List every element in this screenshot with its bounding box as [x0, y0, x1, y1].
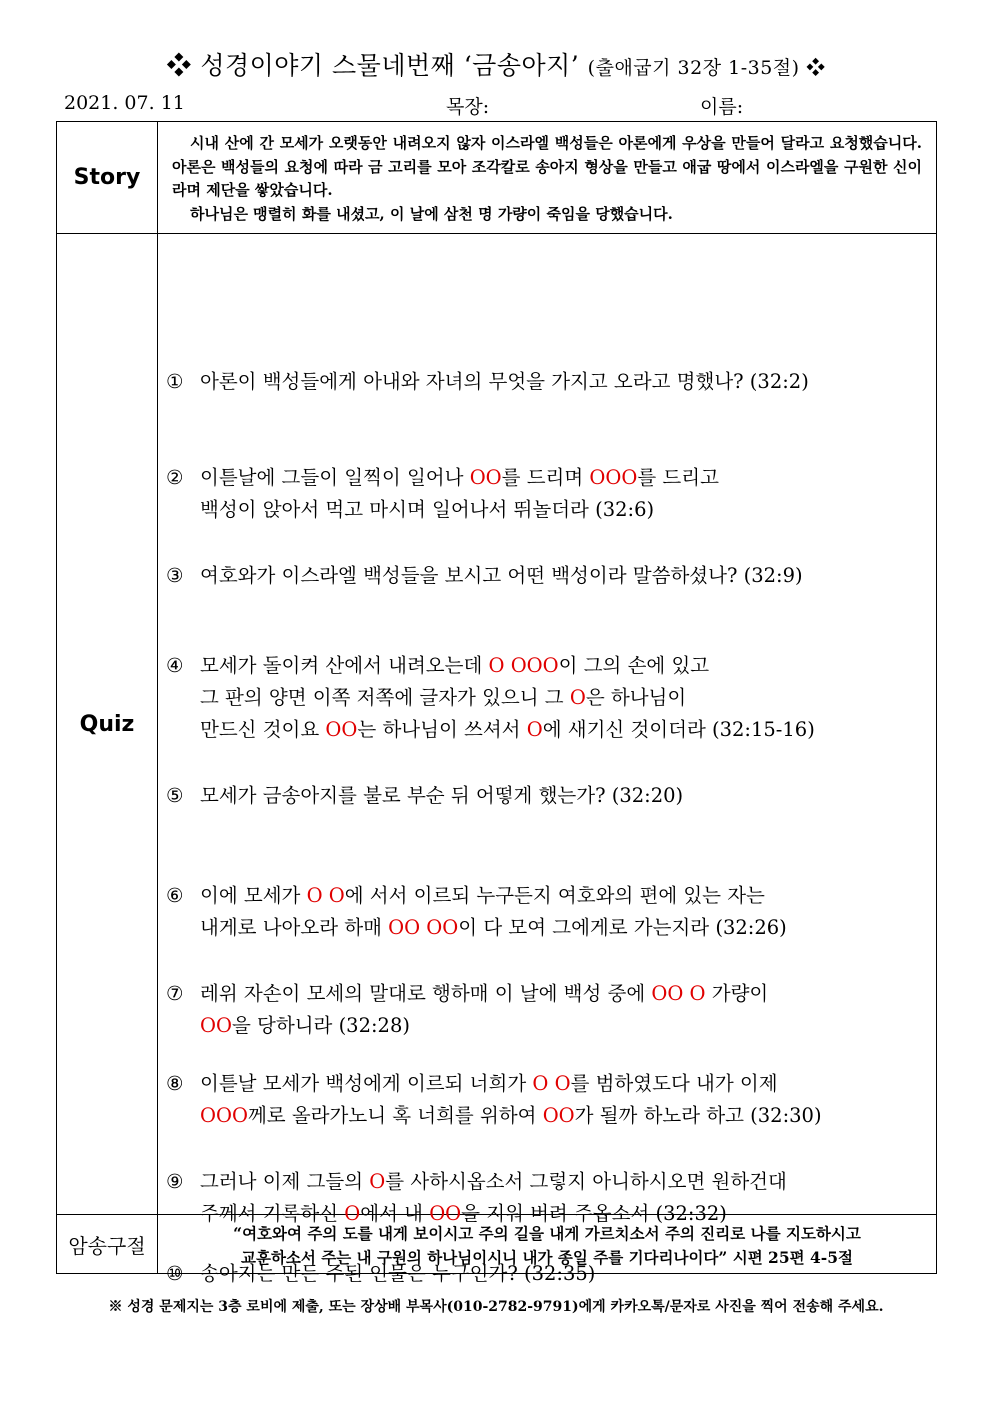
question-number: ⑦ — [166, 982, 184, 1005]
quiz-label: Quiz — [57, 234, 158, 1215]
story-label: Story — [57, 122, 158, 234]
answer-blank: O — [369, 1170, 386, 1193]
answer-blank: OO — [325, 718, 358, 741]
quiz-question-8 — [166, 1068, 926, 1132]
submission-note: ※ 성경 문제지는 3층 로비에 제출, 또는 장상배 부목사(010-2782-9791)에게 카카오톡/문자로 사진을 찍어 전송해 주세요. — [108, 1299, 884, 1315]
question-text: 이튿날에 그들이 일찍이 일어나 — [200, 466, 470, 489]
question-number: ⑤ — [166, 784, 184, 807]
question-text: 그러나 이제 그들의 — [200, 1170, 370, 1193]
question-number: ⑩ — [166, 1262, 184, 1285]
answer-blank: OO O — [651, 982, 706, 1005]
question-text: 이 그의 손에 있고 — [558, 654, 710, 677]
answer-blank: OO — [469, 466, 502, 489]
worksheet-title — [0, 46, 992, 82]
answer-blank: OO — [429, 1202, 462, 1225]
question-text: 그 판의 양면 이쪽 저쪽에 글자가 있으니 그 — [200, 686, 570, 709]
question-text: 레위 자손이 모세의 말대로 행하매 이 날에 백성 중에 — [200, 982, 652, 1005]
answer-blank: O O — [532, 1072, 571, 1095]
quiz-question-9 — [166, 1166, 926, 1230]
question-text: 이 다 모여 그에게로 가는지라 (32:26) — [458, 916, 787, 939]
question-text: 를 범하였도다 내가 이제 — [570, 1072, 778, 1095]
story-paragraph: 시내 산에 간 모세가 오랫동안 내려오지 않자 이스라엘 백성들은 아론에게 우상을 만들어 달라고 요청했습니다. 아론은 백성들의 요청에 따라 금 고리를 모아 조각칼로 송아지 형상을 만들고 애굽 땅에서 이스라엘을 구원한 신이라며 제단을 쌓았습니다. — [172, 134, 922, 199]
quiz-question-4 — [166, 650, 926, 746]
question-text: 모세가 금송아지를 불로 부순 뒤 어떻게 했는가? (32:20) — [200, 784, 684, 807]
question-text: 주께서 기록하신 — [200, 1202, 345, 1225]
question-text: 은 하나님이 — [585, 686, 687, 709]
header-meta-row — [60, 92, 940, 118]
question-number: ⑧ — [166, 1072, 184, 1095]
question-number: ③ — [166, 564, 184, 587]
question-text: 백성이 앉아서 먹고 마시며 일어나서 뛰놀더라 (32:6) — [200, 498, 655, 521]
quiz-question-3 — [166, 560, 926, 592]
question-number: ⑥ — [166, 884, 184, 907]
worksheet-table — [56, 121, 937, 1285]
question-text: 에 새기신 것이더라 (32:15-16) — [542, 718, 815, 741]
name-field-label: 이름: — [700, 96, 744, 118]
quiz-question-2 — [166, 462, 926, 526]
story-row — [57, 122, 937, 234]
memory-verse-label: 암송구절 — [57, 1215, 158, 1274]
question-text: 를 사하시옵소서 그렇지 아니하시오면 원하건대 — [385, 1170, 787, 1193]
question-text: 께로 올라가노니 혹 너희를 위하여 — [247, 1104, 543, 1127]
memory-verse-line: 교훈하소서 주는 내 구원의 하나님이시니 내가 종일 주를 기다리나이다” 시편 25편 4-5절 — [241, 1248, 853, 1267]
memory-verse-line: “여호와여 주의 도를 내게 보이시고 주의 길을 내게 가르치소서 주의 진리로 나를 지도하시고 — [233, 1224, 861, 1243]
question-text: 에서 내 — [360, 1202, 430, 1225]
question-text: 를 드리고 — [637, 466, 719, 489]
question-text: 을 지워 버려 주옵소서 (32:32) — [461, 1202, 727, 1225]
question-text: 만드신 것이요 — [200, 718, 326, 741]
question-text: 이튿날 모세가 백성에게 이르되 너희가 — [200, 1072, 533, 1095]
question-text: 는 하나님이 쓰셔서 — [357, 718, 527, 741]
answer-blank: O — [344, 1202, 361, 1225]
answer-blank: O — [526, 718, 543, 741]
question-text: 아론이 백성들에게 아내와 자녀의 무엇을 가지고 오라고 명했나? (32:2) — [200, 370, 809, 393]
question-text: 를 드리며 — [501, 466, 590, 489]
question-number: ④ — [166, 654, 184, 677]
answer-blank: O OOO — [488, 654, 559, 677]
quiz-question-1 — [166, 366, 926, 398]
quiz-question-7 — [166, 978, 926, 1042]
question-text: 여호와가 이스라엘 백성들을 보시고 어떤 백성이라 말씀하셨나? (32:9) — [200, 564, 803, 587]
question-text: 모세가 돌이켜 산에서 내려오는데 — [200, 654, 489, 677]
answer-blank: OO OO — [388, 916, 459, 939]
question-text: 가 될까 하노라 하고 (32:30) — [574, 1104, 822, 1127]
question-text: 내게로 나아오라 하매 — [200, 916, 389, 939]
quiz-question-10 — [166, 1258, 926, 1290]
question-number: ② — [166, 466, 184, 489]
question-text: 을 당하니라 (32:28) — [231, 1014, 410, 1037]
question-text: 에 서서 이르되 누구든지 여호와의 편에 있는 자는 — [344, 884, 765, 907]
answer-blank: OOO — [589, 466, 638, 489]
quiz-question-6 — [166, 880, 926, 944]
answer-blank: O O — [306, 884, 345, 907]
answer-blank: OO — [200, 1014, 232, 1037]
answer-blank: OOO — [200, 1104, 248, 1127]
quiz-question-5 — [166, 780, 926, 812]
small-group-field-label: 목장: — [446, 96, 490, 118]
question-number: ⑨ — [166, 1170, 184, 1193]
question-text: 가량이 — [705, 982, 769, 1005]
worksheet-date: 2021. 07. 11 — [64, 92, 185, 114]
question-number: ① — [166, 370, 184, 393]
title-main: ❖ 성경이야기 스물네번째 ‘금송아지’ — [166, 51, 580, 80]
answer-blank: O — [569, 686, 586, 709]
answer-blank: OO — [542, 1104, 575, 1127]
question-text: 이에 모세가 — [200, 884, 307, 907]
story-paragraph: 하나님은 맹렬히 화를 내셨고, 이 날에 삼천 명 가량이 죽임을 당했습니다. — [190, 204, 673, 223]
story-cell — [158, 122, 937, 234]
title-scripture-range: (출애굽기 32장 1-35절) ❖ — [587, 57, 826, 79]
quiz-row — [57, 234, 937, 1215]
question-text: 송아지는 만든 주된 인물은 누구인가? (32:35) — [200, 1262, 596, 1285]
